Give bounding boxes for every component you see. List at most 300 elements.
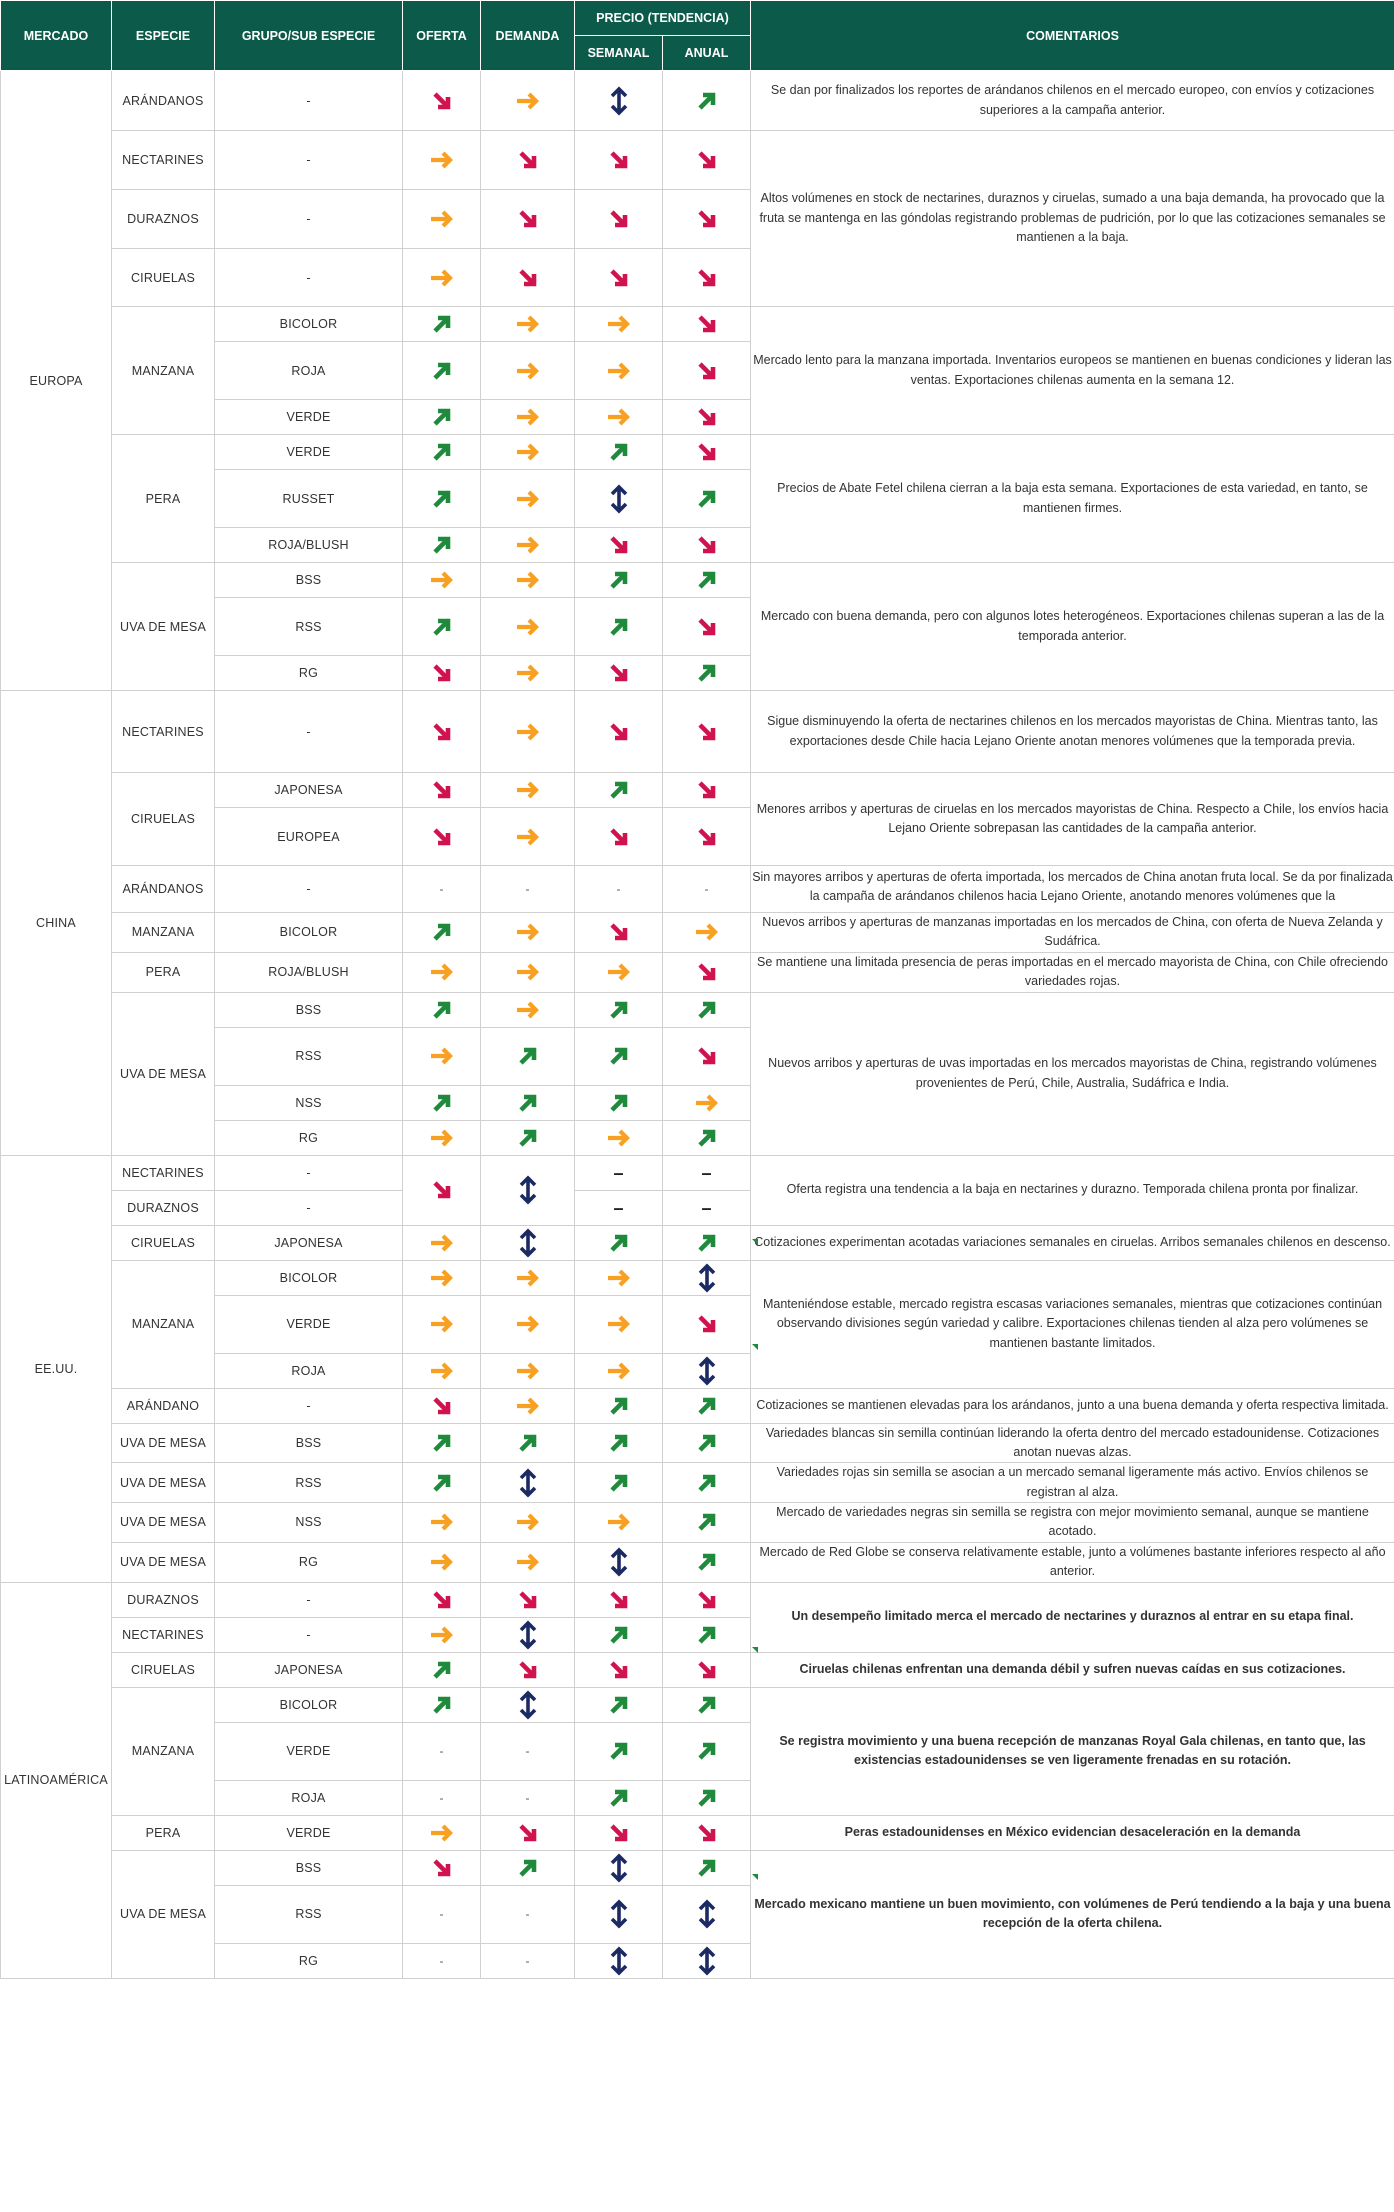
group-cell: VERDE <box>215 1815 403 1850</box>
arrow-right-icon <box>481 961 574 983</box>
oferta-cell <box>403 1027 481 1085</box>
comment-cell: Mercado lento para la manzana importada. Inventarios europeos se mantienen en buenas condiciones y lideran las ventas. Exportaciones chilenas aumenta en la semana 12. <box>751 307 1394 435</box>
arrow-up-right-icon <box>481 1431 574 1455</box>
header-precio: PRECIO (TENDENCIA) <box>575 1 751 36</box>
comment-cell: Cotizaciones se mantienen elevadas para los arándanos, junto a una buena demanda y oferta respectiva limitada. <box>751 1388 1394 1423</box>
group-cell: ROJA <box>215 342 403 400</box>
arrow-down-right-icon <box>575 661 662 685</box>
semanal-cell <box>575 1943 663 1978</box>
oferta-cell <box>403 1155 481 1225</box>
arrow-right-icon <box>403 1511 480 1533</box>
comment-cell: Mercado de Red Globe se conserva relativamente estable, junto a volúmenes bastante inferiores respecto al año anterior. <box>751 1542 1394 1582</box>
arrow-right-icon <box>575 1127 662 1149</box>
group-cell: - <box>215 1617 403 1652</box>
semanal-cell <box>575 1388 663 1423</box>
oferta-cell <box>403 1850 481 1885</box>
demanda-cell <box>481 1617 575 1652</box>
arrow-down-right-icon <box>663 825 750 849</box>
semanal-cell <box>575 342 663 400</box>
arrow-up-right-icon <box>575 1231 662 1255</box>
demanda-cell <box>481 1943 575 1978</box>
oferta-cell <box>403 1582 481 1617</box>
arrow-up-right-icon <box>663 1693 750 1717</box>
arrow-down-right-icon <box>403 778 480 802</box>
arrow-down-right-icon <box>575 148 662 172</box>
table-row <box>1 1388 1394 1423</box>
species-cell: NECTARINES <box>112 1155 215 1190</box>
anual-cell <box>663 1815 751 1850</box>
arrow-up-down-icon <box>575 1852 662 1884</box>
arrow-up-right-icon <box>481 1856 574 1880</box>
no-data-dash: - <box>525 1744 530 1758</box>
table-row <box>1 71 1394 131</box>
arrow-up-right-icon <box>575 1623 662 1647</box>
arrow-down-right-icon <box>663 1821 750 1845</box>
arrow-down-right-icon <box>663 1312 750 1336</box>
arrow-up-down-icon <box>575 85 662 117</box>
arrow-up-right-icon <box>403 487 480 511</box>
oferta-cell <box>403 1423 481 1463</box>
header-especie: ESPECIE <box>112 1 215 71</box>
arrow-down-right-icon <box>663 1044 750 1068</box>
oferta-cell <box>403 71 481 131</box>
semanal-cell <box>575 773 663 808</box>
comment-cell: Sigue disminuyendo la oferta de nectarines chilenos en los mercados mayoristas de China. Mientras tanto, las exportaciones desde Chile hacia Lejano Oriente anotan menores volúmenes que la temporada previa. <box>751 691 1394 773</box>
no-data-dash: - <box>525 1953 530 1968</box>
demanda-cell <box>481 1687 575 1722</box>
table-row <box>1 1225 1394 1260</box>
arrow-up-down-icon <box>663 1262 750 1294</box>
arrow-right-icon <box>481 826 574 848</box>
arrow-right-icon <box>481 662 574 684</box>
table-row <box>1 913 1394 953</box>
table-row <box>1 952 1394 992</box>
semanal-cell <box>575 563 663 598</box>
arrow-up-right-icon <box>403 615 480 639</box>
demanda-cell <box>481 1260 575 1295</box>
group-cell: EUROPEA <box>215 808 403 866</box>
group-cell: RG <box>215 1943 403 1978</box>
demanda-cell <box>481 866 575 913</box>
arrow-down-right-icon <box>663 405 750 429</box>
comment-cell: Variedades rojas sin semilla se asocian a un mercado semanal ligeramente más activo. Envíos chilenos se registran al alza. <box>751 1463 1394 1503</box>
arrow-up-right-icon <box>663 1786 750 1810</box>
group-cell: BICOLOR <box>215 913 403 953</box>
arrow-down-right-icon <box>403 1588 480 1612</box>
arrow-up-right-icon <box>403 405 480 429</box>
semanal-cell <box>575 1155 663 1190</box>
no-quote-dash: – <box>701 1162 712 1183</box>
arrow-right-icon <box>575 313 662 335</box>
arrow-down-right-icon <box>663 312 750 336</box>
comment-cell: Altos volúmenes en stock de nectarines, duraznos y ciruelas, sumado a una baja demanda, ha provocado que la fruta se mantenga en las góndolas registrando problemas de pudrición, por lo que las cotizaciones semanales se mantienen a la baja. <box>751 131 1394 307</box>
anual-cell <box>663 1085 751 1120</box>
table-row <box>1 1260 1394 1295</box>
semanal-cell <box>575 808 663 866</box>
oferta-cell <box>403 913 481 953</box>
arrow-up-right-icon <box>575 568 662 592</box>
no-data-dash: - <box>439 1953 444 1968</box>
arrow-up-right-icon <box>403 1693 480 1717</box>
arrow-right-icon <box>403 149 480 171</box>
oferta-cell <box>403 307 481 342</box>
anual-cell <box>663 866 751 913</box>
anual-cell <box>663 1542 751 1582</box>
arrow-up-right-icon <box>663 1431 750 1455</box>
oferta-cell <box>403 1885 481 1943</box>
note-marker-icon <box>752 1647 758 1653</box>
oferta-cell <box>403 131 481 190</box>
semanal-cell <box>575 400 663 435</box>
species-cell: CIRUELAS <box>112 249 215 307</box>
table-row <box>1 992 1394 1027</box>
group-cell: VERDE <box>215 1295 403 1353</box>
arrow-up-right-icon <box>663 998 750 1022</box>
semanal-cell <box>575 1353 663 1388</box>
arrow-down-right-icon <box>663 266 750 290</box>
oferta-cell <box>403 1503 481 1543</box>
oferta-cell <box>403 1085 481 1120</box>
arrow-right-icon <box>403 208 480 230</box>
demanda-cell <box>481 1885 575 1943</box>
anual-cell <box>663 1388 751 1423</box>
semanal-cell <box>575 1815 663 1850</box>
table-row <box>1 1687 1394 1722</box>
anual-cell <box>663 773 751 808</box>
arrow-right-icon <box>403 1551 480 1573</box>
anual-cell <box>663 1780 751 1815</box>
arrow-up-down-icon <box>481 1467 574 1499</box>
comment-cell: Cotizaciones experimentan acotadas variaciones semanales en ciruelas. Arribos semanales chilenos en descenso. <box>751 1225 1394 1260</box>
header-demanda: DEMANDA <box>481 1 575 71</box>
arrow-up-down-icon <box>575 1945 662 1977</box>
species-cell: CIRUELAS <box>112 1652 215 1687</box>
semanal-cell <box>575 952 663 992</box>
group-cell: BSS <box>215 1423 403 1463</box>
arrow-down-right-icon <box>663 1658 750 1682</box>
anual-cell <box>663 1295 751 1353</box>
semanal-cell <box>575 866 663 913</box>
arrow-down-right-icon <box>663 359 750 383</box>
demanda-cell <box>481 1085 575 1120</box>
group-cell: - <box>215 249 403 307</box>
oferta-cell <box>403 470 481 528</box>
table-row <box>1 1155 1394 1190</box>
semanal-cell <box>575 1295 663 1353</box>
group-cell: - <box>215 1155 403 1190</box>
group-cell: RSS <box>215 1027 403 1085</box>
semanal-cell <box>575 1225 663 1260</box>
semanal-cell <box>575 656 663 691</box>
arrow-right-icon <box>481 406 574 428</box>
anual-cell <box>663 952 751 992</box>
arrow-up-right-icon <box>663 1856 750 1880</box>
arrow-down-right-icon <box>575 1658 662 1682</box>
demanda-cell <box>481 528 575 563</box>
table-row <box>1 1463 1394 1503</box>
anual-cell <box>663 342 751 400</box>
oferta-cell <box>403 1225 481 1260</box>
no-data-dash: - <box>525 882 530 896</box>
oferta-cell <box>403 342 481 400</box>
arrow-right-icon <box>481 534 574 556</box>
oferta-cell <box>403 1260 481 1295</box>
anual-cell <box>663 656 751 691</box>
table-row <box>1 563 1394 598</box>
semanal-cell <box>575 1463 663 1503</box>
species-cell: PERA <box>112 1815 215 1850</box>
arrow-up-right-icon <box>575 1431 662 1455</box>
arrow-up-right-icon <box>663 1471 750 1495</box>
group-cell: - <box>215 1388 403 1423</box>
arrow-up-right-icon <box>403 1471 480 1495</box>
note-marker-icon <box>752 1344 758 1350</box>
arrow-up-right-icon <box>481 1044 574 1068</box>
comment-cell: Mercado de variedades negras sin semilla se registra con mejor movimiento semanal, aunque se mantiene acotado. <box>751 1503 1394 1543</box>
semanal-cell <box>575 1423 663 1463</box>
arrow-up-right-icon <box>403 440 480 464</box>
anual-cell <box>663 1260 751 1295</box>
arrow-down-right-icon <box>403 825 480 849</box>
semanal-cell <box>575 1027 663 1085</box>
demanda-cell <box>481 1582 575 1617</box>
group-cell: ROJA/BLUSH <box>215 528 403 563</box>
arrow-right-icon <box>481 488 574 510</box>
comment-cell: Peras estadounidenses en México evidencian desaceleración en la demanda <box>751 1815 1394 1850</box>
arrow-right-icon <box>481 441 574 463</box>
demanda-cell <box>481 1463 575 1503</box>
arrow-down-right-icon <box>481 148 574 172</box>
semanal-cell <box>575 470 663 528</box>
arrow-up-right-icon <box>663 1231 750 1255</box>
no-data-dash: - <box>704 882 709 896</box>
demanda-cell <box>481 1652 575 1687</box>
no-data-dash: - <box>439 1907 444 1921</box>
group-cell: RG <box>215 656 403 691</box>
group-cell: BICOLOR <box>215 307 403 342</box>
oferta-cell <box>403 1617 481 1652</box>
oferta-cell <box>403 1652 481 1687</box>
anual-cell <box>663 598 751 656</box>
group-cell: RG <box>215 1120 403 1155</box>
oferta-cell <box>403 952 481 992</box>
arrow-up-right-icon <box>663 1394 750 1418</box>
arrow-right-icon <box>481 1267 574 1289</box>
oferta-cell <box>403 1463 481 1503</box>
arrow-right-icon <box>481 616 574 638</box>
comment-cell: Mercado mexicano mantiene un buen movimiento, con volúmenes de Perú tendiendo a la baja y una buena recepción de la oferta chilena. <box>751 1850 1394 1978</box>
arrow-right-icon <box>663 1092 750 1114</box>
group-cell: ROJA <box>215 1353 403 1388</box>
arrow-down-right-icon <box>663 615 750 639</box>
arrow-up-right-icon <box>403 312 480 336</box>
semanal-cell <box>575 307 663 342</box>
arrow-down-right-icon <box>663 960 750 984</box>
arrow-right-icon <box>403 1232 480 1254</box>
arrow-down-right-icon <box>481 1658 574 1682</box>
arrow-right-icon <box>575 961 662 983</box>
comment-cell: Ciruelas chilenas enfrentan una demanda débil y sufren nuevas caídas en sus cotizaciones. <box>751 1652 1394 1687</box>
semanal-cell <box>575 71 663 131</box>
arrow-up-right-icon <box>663 1739 750 1763</box>
header-comentarios: COMENTARIOS <box>751 1 1394 71</box>
demanda-cell <box>481 1850 575 1885</box>
semanal-cell <box>575 1503 663 1543</box>
arrow-down-right-icon <box>481 1821 574 1845</box>
table-row <box>1 1652 1394 1687</box>
arrow-down-right-icon <box>403 1178 480 1202</box>
group-cell: - <box>215 131 403 190</box>
demanda-cell <box>481 992 575 1027</box>
arrow-up-down-icon <box>575 483 662 515</box>
arrow-up-down-icon <box>663 1945 750 1977</box>
no-data-dash: - <box>525 1790 530 1805</box>
arrow-up-right-icon <box>575 1739 662 1763</box>
oferta-cell <box>403 1295 481 1353</box>
group-cell: - <box>215 71 403 131</box>
demanda-cell <box>481 249 575 307</box>
anual-cell <box>663 563 751 598</box>
arrow-up-right-icon <box>663 1510 750 1534</box>
table-row <box>1 691 1394 773</box>
species-cell: UVA DE MESA <box>112 1542 215 1582</box>
comment-cell: Mercado con buena demanda, pero con algunos lotes heterogéneos. Exportaciones chilenas superan a las de la temporada anterior. <box>751 563 1394 691</box>
arrow-up-down-icon <box>481 1174 574 1206</box>
semanal-cell <box>575 131 663 190</box>
arrow-up-right-icon <box>403 920 480 944</box>
semanal-cell <box>575 913 663 953</box>
arrow-down-right-icon <box>663 440 750 464</box>
anual-cell <box>663 528 751 563</box>
arrow-right-icon <box>403 267 480 289</box>
arrow-up-right-icon <box>403 998 480 1022</box>
oferta-cell <box>403 400 481 435</box>
oferta-cell <box>403 1120 481 1155</box>
oferta-cell <box>403 249 481 307</box>
demanda-cell <box>481 71 575 131</box>
oferta-cell <box>403 1815 481 1850</box>
group-cell: RUSSET <box>215 470 403 528</box>
group-cell: BSS <box>215 1850 403 1885</box>
arrow-right-icon <box>403 1313 480 1335</box>
arrow-right-icon <box>481 1395 574 1417</box>
anual-cell <box>663 470 751 528</box>
species-cell: UVA DE MESA <box>112 563 215 691</box>
semanal-cell <box>575 1085 663 1120</box>
comment-cell: Se dan por finalizados los reportes de arándanos chilenos en el mercado europeo, con envíos y cotizaciones superiores a la campaña anterior. <box>751 71 1394 131</box>
arrow-up-right-icon <box>575 1693 662 1717</box>
arrow-down-right-icon <box>575 920 662 944</box>
table-row <box>1 1503 1394 1543</box>
arrow-right-icon <box>403 1267 480 1289</box>
header-anual: ANUAL <box>663 36 751 71</box>
demanda-cell <box>481 1353 575 1388</box>
arrow-up-right-icon <box>481 1126 574 1150</box>
demanda-cell <box>481 1120 575 1155</box>
demanda-cell <box>481 307 575 342</box>
species-cell: DURAZNOS <box>112 1582 215 1617</box>
group-cell: - <box>215 866 403 913</box>
group-cell: JAPONESA <box>215 1225 403 1260</box>
no-data-dash: - <box>439 1790 444 1805</box>
demanda-cell <box>481 1295 575 1353</box>
arrow-down-right-icon <box>575 720 662 744</box>
arrow-right-icon <box>403 961 480 983</box>
arrow-down-right-icon <box>481 1588 574 1612</box>
no-quote-dash: – <box>613 1162 624 1183</box>
oferta-cell <box>403 808 481 866</box>
arrow-up-right-icon <box>663 1550 750 1574</box>
demanda-cell <box>481 470 575 528</box>
anual-cell <box>663 1582 751 1617</box>
arrow-up-right-icon <box>663 487 750 511</box>
table-row <box>1 1542 1394 1582</box>
group-cell: - <box>215 1582 403 1617</box>
arrow-down-right-icon <box>575 266 662 290</box>
group-cell: NSS <box>215 1503 403 1543</box>
anual-cell <box>663 1503 751 1543</box>
oferta-cell <box>403 773 481 808</box>
arrow-up-right-icon <box>575 1471 662 1495</box>
anual-cell <box>663 307 751 342</box>
arrow-right-icon <box>575 1360 662 1382</box>
no-data-dash: - <box>439 1744 444 1758</box>
oferta-cell <box>403 435 481 470</box>
semanal-cell <box>575 598 663 656</box>
arrow-down-right-icon <box>575 207 662 231</box>
header-oferta: OFERTA <box>403 1 481 71</box>
semanal-cell <box>575 1617 663 1652</box>
demanda-cell <box>481 1722 575 1780</box>
species-cell: ARÁNDANO <box>112 1388 215 1423</box>
semanal-cell <box>575 1190 663 1225</box>
arrow-down-right-icon <box>663 778 750 802</box>
oferta-cell <box>403 1353 481 1388</box>
anual-cell <box>663 1353 751 1388</box>
arrow-right-icon <box>575 1313 662 1335</box>
species-cell: MANZANA <box>112 1260 215 1388</box>
anual-cell <box>663 691 751 773</box>
semanal-cell <box>575 1542 663 1582</box>
comment-cell: Variedades blancas sin semilla continúan liderando la oferta dentro del mercado estadounidense. Cotizaciones anotan nuevas alzas. <box>751 1423 1394 1463</box>
group-cell: BICOLOR <box>215 1687 403 1722</box>
semanal-cell <box>575 1652 663 1687</box>
demanda-cell <box>481 563 575 598</box>
arrow-right-icon <box>575 1267 662 1289</box>
group-cell: ROJA <box>215 1780 403 1815</box>
semanal-cell <box>575 691 663 773</box>
demanda-cell <box>481 190 575 249</box>
semanal-cell <box>575 1260 663 1295</box>
note-marker-icon <box>752 1874 758 1880</box>
arrow-down-right-icon <box>481 207 574 231</box>
note-marker-icon <box>752 1239 758 1245</box>
market-cell: LATINOAMÉRICA <box>1 1582 112 1978</box>
arrow-down-right-icon <box>663 533 750 557</box>
table-row <box>1 1850 1394 1885</box>
oferta-cell <box>403 598 481 656</box>
arrow-up-right-icon <box>403 1658 480 1682</box>
arrow-up-right-icon <box>575 615 662 639</box>
arrow-right-icon <box>481 360 574 382</box>
anual-cell <box>663 1155 751 1190</box>
header-semanal: SEMANAL <box>575 36 663 71</box>
oferta-cell <box>403 992 481 1027</box>
arrow-right-icon <box>481 569 574 591</box>
group-cell: VERDE <box>215 400 403 435</box>
species-cell: PERA <box>112 435 215 563</box>
species-cell: UVA DE MESA <box>112 992 215 1155</box>
